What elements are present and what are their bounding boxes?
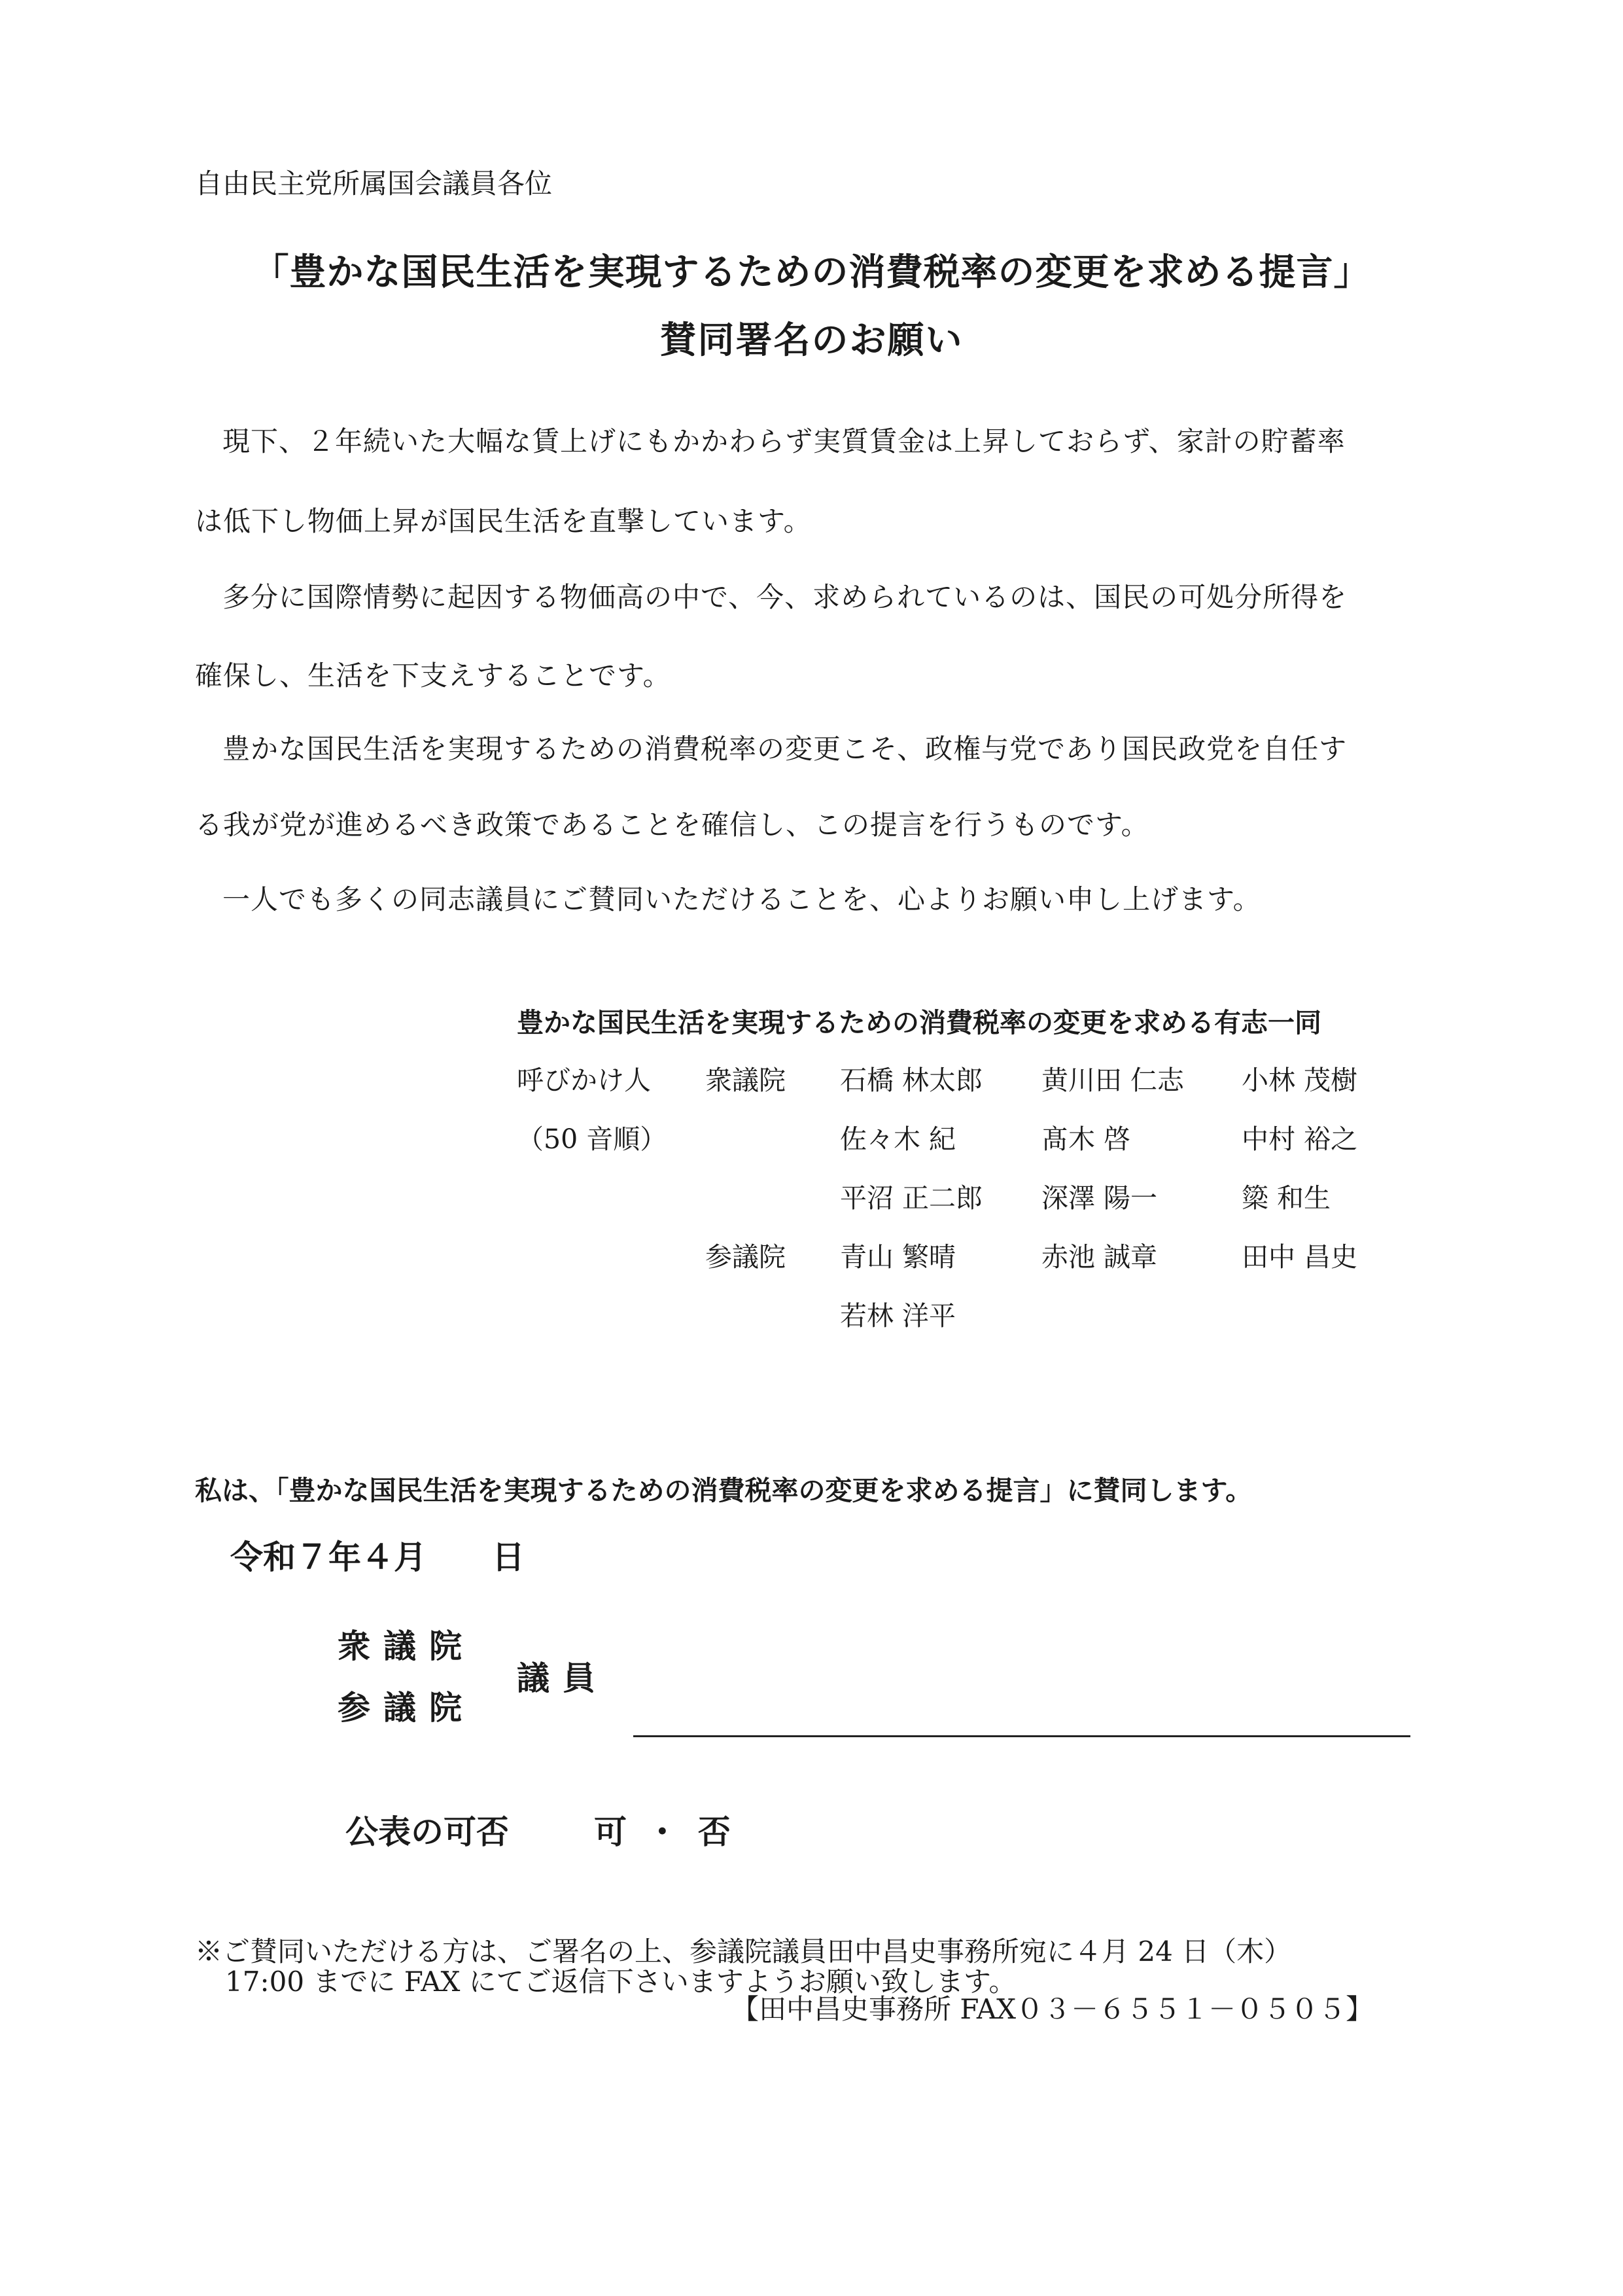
caller-name: 髙木 啓 — [1041, 1123, 1131, 1155]
caller-name: 小林 茂樹 — [1242, 1065, 1358, 1096]
document-title-line2: 賛同署名のお願い — [659, 319, 964, 362]
order-note: （50 音順） — [517, 1123, 667, 1155]
body-paragraph-3-line-2: る我が党が進めるべき政策であることを確信し、この提言を行うものです。 — [195, 809, 1149, 841]
addressee: 自由民主党所属国会議員各位 — [195, 168, 553, 200]
house-of-councillors-option[interactable]: 参議院 — [338, 1688, 475, 1727]
house-of-representatives-option[interactable]: 衆議院 — [338, 1627, 475, 1665]
caller-name: 簗 和生 — [1242, 1182, 1331, 1214]
house-of-representatives-label: 衆議院 — [705, 1065, 786, 1096]
house-of-councillors-label: 参議院 — [705, 1241, 786, 1273]
caller-name: 黄川田 仁志 — [1041, 1065, 1185, 1096]
caller-name: 佐々木 紀 — [840, 1123, 956, 1155]
note-line-2: 17:00 までに FAX にてご返信下さいますようお願い致します。 — [225, 1966, 1017, 1998]
member-label: 議員 — [517, 1659, 608, 1697]
caller-name: 深澤 陽一 — [1041, 1182, 1158, 1214]
publish-choice[interactable]: 可 ・ 否 — [594, 1812, 735, 1851]
caller-name: 赤池 誠章 — [1041, 1241, 1158, 1273]
document-title-line1: 「豊かな国民生活を実現するための消費税率の変更を求める提言」 — [252, 251, 1371, 294]
group-name: 豊かな国民生活を実現するための消費税率の変更を求める有志一同 — [517, 1007, 1321, 1038]
body-paragraph-1-line-1: 現下、２年続いた大幅な賃上げにもかかわらず実質賃金は上昇しておらず、家計の貯蓄率 — [222, 425, 1346, 457]
caller-name: 青山 繁晴 — [840, 1241, 956, 1273]
body-paragraph-4: 一人でも多くの同志議員にご賛同いただけることを、心よりお願い申し上げます。 — [222, 883, 1261, 915]
caller-name: 田中 昌史 — [1242, 1241, 1358, 1273]
body-paragraph-1-line-2: は低下し物価上昇が国民生活を直撃しています。 — [195, 505, 812, 537]
callers-label: 呼びかけ人 — [517, 1065, 651, 1096]
note-line-1: ※ご賛同いただける方は、ご署名の上、参議院議員田中昌史事務所宛に４月 24 日（木） — [195, 1935, 1292, 1968]
fax-number: 【田中昌史事務所 FAX０３－６５５１－０５０５】 — [731, 1993, 1374, 2025]
signature-line[interactable] — [633, 1735, 1410, 1737]
body-paragraph-2-line-2: 確保し、生活を下支えすることです。 — [195, 660, 671, 692]
body-paragraph-3-line-1: 豊かな国民生活を実現するための消費税率の変更こそ、政権与党であり国民政党を自任す — [222, 733, 1348, 765]
publish-label: 公表の可否 — [345, 1812, 509, 1851]
date-field[interactable]: 令和７年４月 日 — [230, 1538, 525, 1576]
caller-name: 平沼 正二郎 — [840, 1182, 983, 1214]
caller-name: 中村 裕之 — [1242, 1123, 1358, 1155]
body-paragraph-2-line-1: 多分に国際情勢に起因する物価高の中で、今、求められているのは、国民の可処分所得を — [222, 581, 1348, 613]
caller-name: 石橋 林太郎 — [840, 1065, 983, 1096]
caller-name: 若林 洋平 — [840, 1300, 956, 1332]
agreement-statement: 私は、「豊かな国民生活を実現するための消費税率の変更を求める提言」に賛同します。 — [195, 1475, 1253, 1506]
